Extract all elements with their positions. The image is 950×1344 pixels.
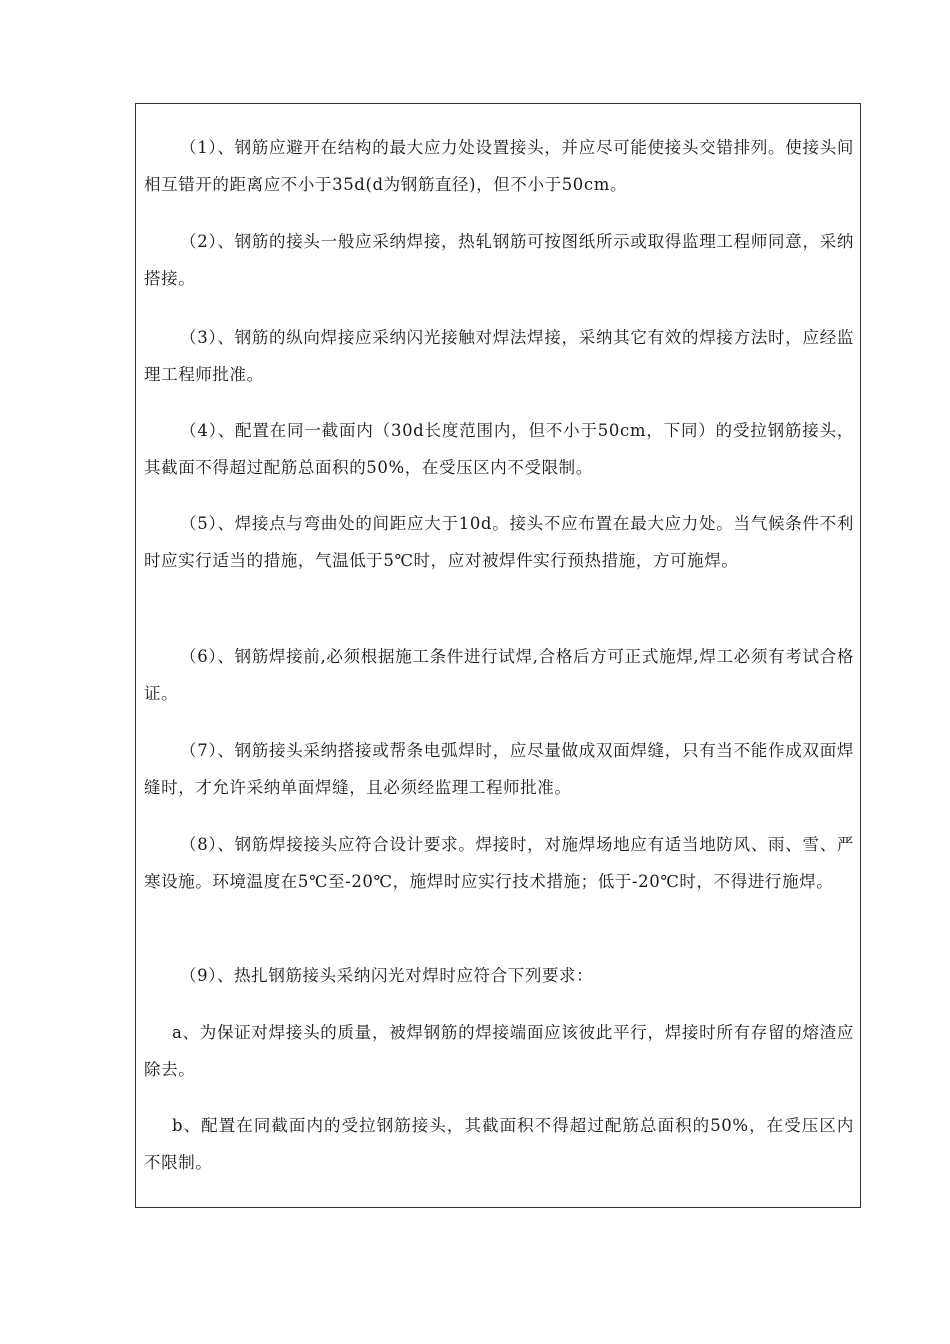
- paragraph-9b: b、配置在同截面内的受拉钢筋接头，其截面积不得超过配筋总面积的50%，在受压区内不限制。: [144, 1116, 854, 1172]
- paragraph-3: （3）、钢筋的纵向焊接应采纳闪光接触对焊法焊接，采纳其它有效的焊接方法时，应经监理工程师批准。: [144, 328, 854, 384]
- paragraph-9a: a、为保证对焊接头的质量，被焊钢筋的焊接端面应该彼此平行，焊接时所有存留的熔渣应除去。: [144, 1023, 854, 1079]
- paragraph-9: （9）、热扎钢筋接头采纳闪光对焊时应符合下列要求：: [180, 966, 594, 985]
- paragraph-5: （5）、焊接点与弯曲处的间距应大于10d。接头不应布置在最大应力处。当气候条件不利时应实行适当的措施，气温低于5℃时，应对被焊件实行预热措施，方可施焊。: [144, 514, 854, 570]
- paragraph-8: （8）、钢筋焊接接头应符合设计要求。焊接时，对施焊场地应有适当地防风、雨、雪、严寒设施。环境温度在5℃至-20℃，施焊时应实行技术措施；低于-20℃时，不得进行施焊。: [144, 835, 854, 891]
- paragraph-1: （1）、钢筋应避开在结构的最大应力处设置接头，并应尽可能使接头交错排列。使接头间相互错开的距离应不小于35d(d为钢筋直径)，但不小于50cm。: [144, 138, 854, 194]
- paragraph-6: （6）、钢筋焊接前,必须根据施工条件进行试焊,合格后方可正式施焊,焊工必须有考试合格证。: [144, 647, 854, 703]
- paragraph-2: （2）、钢筋的接头一般应采纳焊接，热轧钢筋可按图纸所示或取得监理工程师同意，采纳搭接。: [144, 232, 854, 288]
- paragraph-4: （4）、配置在同一截面内（30d长度范围内，但不小于50cm，下同）的受拉钢筋接头，其截面不得超过配筋总面积的50%，在受压区内不受限制。: [144, 421, 854, 477]
- paragraph-7: （7）、钢筋接头采纳搭接或帮条电弧焊时，应尽量做成双面焊缝，只有当不能作成双面焊缝时，才允许采纳单面焊缝，且必须经监理工程师批准。: [144, 741, 854, 797]
